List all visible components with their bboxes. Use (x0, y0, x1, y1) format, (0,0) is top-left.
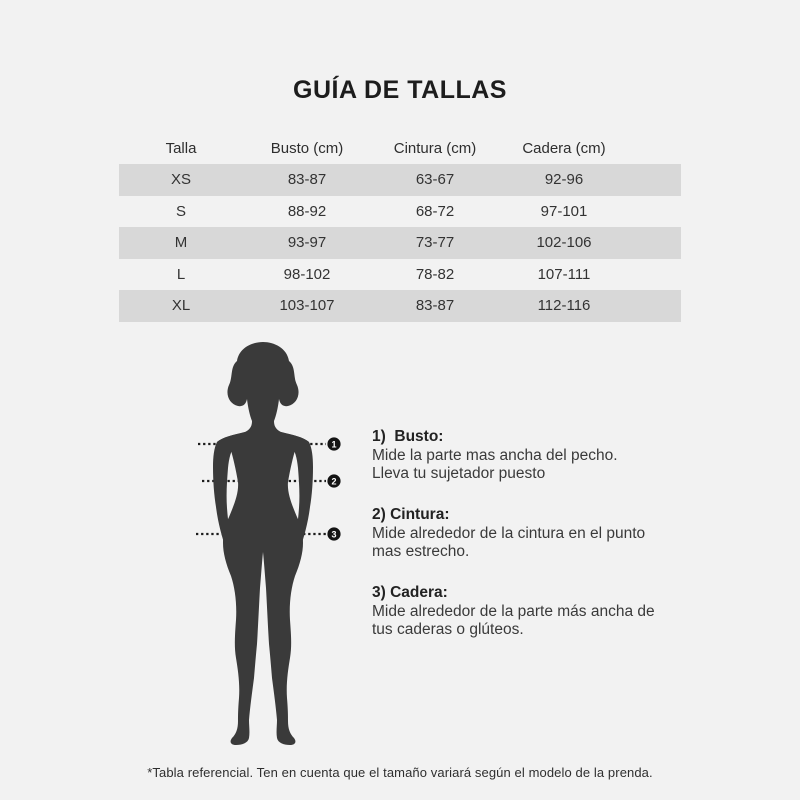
cell-busto: 103-107 (279, 297, 335, 315)
female-figure-silhouette (182, 338, 352, 758)
table-row-xl (119, 290, 681, 322)
marker-badges (327, 437, 340, 540)
cell-size: XS (170, 171, 191, 188)
instruction-cadera-line: tus caderas o glúteos. (372, 620, 524, 638)
cell-cadera: 97-101 (540, 202, 588, 220)
silhouette-body-left (217, 342, 263, 745)
col-header-busto: Busto (cm) (270, 140, 344, 157)
instruction-cadera-line: Mide alrededor de la parte más ancha de (372, 603, 655, 620)
instruction-busto-line: Mide la parte mas ancha del pecho. (372, 447, 618, 464)
page-title: GUÍA DE TALLAS (293, 76, 507, 104)
instruction-cintura-line: Mide alrededor de la cintura en el punto (372, 525, 646, 542)
cell-cintura: 83-87 (415, 297, 455, 315)
col-header-cintura: Cintura (cm) (393, 140, 477, 157)
instruction-cintura-heading: 2) Cintura: (372, 506, 450, 523)
size-table (119, 133, 681, 322)
instruction-cadera-heading: 3) Cadera: (372, 584, 448, 601)
reference-footnote: *Tabla referencial. Ten en cuenta que el tamaño variará según el modelo de la prenda. (147, 765, 653, 780)
cell-cintura: 68-72 (415, 202, 455, 220)
cell-size: M (174, 234, 188, 252)
marker-1-number: 1 (331, 439, 337, 450)
size-table-header-row (119, 133, 681, 164)
cell-cadera: 92-96 (544, 171, 584, 188)
marker-2-number: 2 (331, 476, 337, 487)
cell-size: L (176, 265, 186, 283)
cell-busto: 93-97 (287, 234, 327, 252)
instruction-busto (372, 428, 684, 482)
instruction-cintura (372, 506, 684, 560)
instruction-busto-heading: 1) Busto: (372, 428, 444, 445)
table-row-xs (119, 164, 681, 196)
cell-busto: 98-102 (283, 265, 331, 283)
measurement-instructions (372, 428, 684, 662)
cell-cadera: 107-111 (537, 265, 591, 283)
col-header-talla: Talla (165, 140, 197, 157)
female-figure-diagram (182, 338, 352, 758)
col-header-cadera: Cadera (cm) (522, 140, 606, 157)
silhouette-body-right (263, 342, 309, 745)
cell-cintura: 78-82 (415, 265, 455, 283)
table-row-m (119, 227, 681, 259)
cell-cintura: 73-77 (415, 234, 455, 252)
instruction-cadera (372, 584, 684, 638)
marker-3-number: 3 (331, 529, 337, 540)
table-row-s (119, 196, 681, 228)
cell-cadera: 102-106 (536, 234, 592, 252)
cell-busto: 88-92 (287, 202, 327, 220)
cell-size: S (175, 202, 186, 220)
cell-cadera: 112-116 (537, 297, 591, 315)
cell-size: XL (171, 297, 191, 315)
instruction-cintura-line: mas estrecho. (372, 542, 470, 560)
table-row-l (119, 259, 681, 291)
cell-busto: 83-87 (287, 171, 327, 188)
instruction-busto-line: Lleva tu sujetador puesto (372, 464, 546, 482)
cell-cintura: 63-67 (415, 171, 455, 188)
